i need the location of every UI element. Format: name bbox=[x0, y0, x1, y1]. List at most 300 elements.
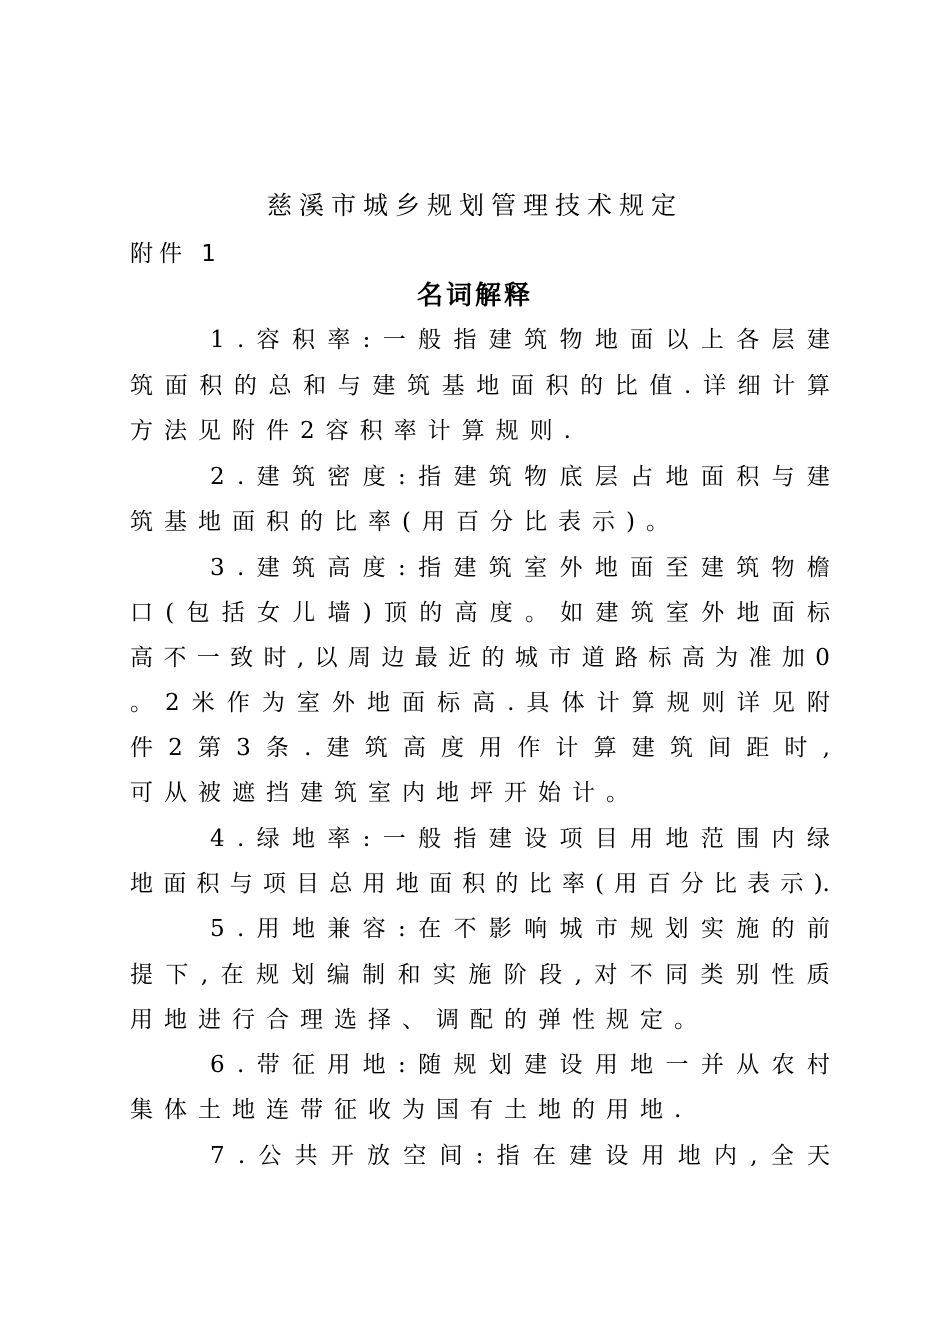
text-glyph: 质 bbox=[806, 962, 830, 988]
body-line bbox=[210, 322, 830, 358]
text-glyph: 划 bbox=[291, 962, 315, 988]
text-glyph: 实 bbox=[432, 962, 456, 988]
text-glyph: 的 bbox=[481, 645, 505, 671]
text-glyph: 用 bbox=[606, 1097, 629, 1123]
text-glyph: ) bbox=[362, 600, 372, 626]
text-glyph: 见 bbox=[771, 690, 795, 716]
text-glyph: 计 bbox=[772, 373, 796, 399]
text-glyph: 调 bbox=[436, 1007, 459, 1033]
text-glyph: 连 bbox=[266, 1097, 289, 1123]
text-glyph: 同 bbox=[665, 962, 689, 988]
text-glyph: 标 bbox=[806, 600, 830, 626]
text-glyph: 用 bbox=[327, 1052, 351, 1078]
text-glyph: 最 bbox=[414, 645, 438, 671]
text-glyph: 件 bbox=[266, 418, 289, 444]
text-glyph: 高 bbox=[402, 735, 426, 761]
body-line bbox=[130, 685, 830, 721]
text-glyph: 项 bbox=[262, 871, 286, 897]
text-glyph: 详 bbox=[736, 690, 760, 716]
text-glyph: 计 bbox=[427, 418, 451, 444]
text-glyph: 百 bbox=[455, 509, 479, 535]
text-glyph: 表 bbox=[557, 509, 581, 535]
text-glyph: , bbox=[822, 735, 830, 761]
text-glyph: 筑 bbox=[488, 464, 512, 490]
text-glyph: 对 bbox=[594, 962, 618, 988]
text-glyph: 一 bbox=[196, 645, 220, 671]
text-glyph: 7 bbox=[210, 1143, 225, 1169]
document-title: 慈溪市城乡规划管理技术规定 bbox=[266, 191, 683, 220]
text-glyph: 地 bbox=[164, 1007, 187, 1033]
text-glyph: 面 bbox=[232, 509, 255, 535]
text-glyph: 积 bbox=[736, 464, 760, 490]
text-glyph: . bbox=[236, 1052, 245, 1078]
text-glyph: 范 bbox=[700, 826, 724, 852]
text-glyph: 和 bbox=[303, 373, 327, 399]
text-glyph: 地 bbox=[665, 826, 689, 852]
text-glyph: 顶 bbox=[383, 600, 407, 626]
text-glyph: . bbox=[236, 826, 245, 852]
text-glyph: 筑 bbox=[291, 464, 315, 490]
body-line bbox=[130, 368, 830, 404]
text-glyph: 米 bbox=[191, 690, 215, 716]
text-glyph: 面 bbox=[771, 600, 795, 626]
text-glyph: 下 bbox=[165, 962, 189, 988]
text-glyph: 的 bbox=[572, 1097, 595, 1123]
text-glyph: 高 bbox=[472, 690, 496, 716]
text-glyph: 算 bbox=[806, 373, 830, 399]
text-glyph: 基 bbox=[164, 509, 187, 535]
text-glyph: 口 bbox=[130, 600, 153, 626]
body-line bbox=[130, 1092, 830, 1128]
text-glyph: 以 bbox=[665, 327, 689, 353]
text-glyph: 层 bbox=[594, 464, 618, 490]
text-glyph: 建 bbox=[524, 1052, 548, 1078]
text-glyph: 建 bbox=[256, 464, 280, 490]
text-glyph: 物 bbox=[559, 327, 583, 353]
text-glyph: 基 bbox=[441, 373, 465, 399]
text-glyph: 地 bbox=[476, 373, 500, 399]
text-glyph: 各 bbox=[736, 327, 760, 353]
text-glyph: 一 bbox=[382, 327, 406, 353]
text-glyph: 规 bbox=[606, 1007, 629, 1033]
text-glyph: 分 bbox=[680, 871, 704, 897]
text-glyph: 用 bbox=[421, 509, 445, 535]
text-glyph: 面 bbox=[700, 464, 724, 490]
text-glyph: 建 bbox=[595, 600, 619, 626]
text-glyph: 标 bbox=[648, 645, 672, 671]
text-glyph: 筑 bbox=[524, 327, 548, 353]
text-glyph: 2 bbox=[165, 690, 180, 716]
text-glyph: 致 bbox=[230, 645, 254, 671]
text-glyph: 筑 bbox=[669, 735, 693, 761]
text-glyph: 空 bbox=[403, 1143, 427, 1169]
text-glyph: 阶 bbox=[503, 962, 527, 988]
text-glyph: 施 bbox=[468, 962, 492, 988]
text-glyph: 体 bbox=[164, 1097, 187, 1123]
text-glyph: 地 bbox=[736, 600, 760, 626]
text-glyph: 筑 bbox=[130, 509, 153, 535]
text-glyph: 筑 bbox=[130, 373, 153, 399]
text-glyph: 般 bbox=[418, 327, 442, 353]
text-glyph: . bbox=[237, 1143, 246, 1169]
text-glyph: 筑 bbox=[488, 555, 512, 581]
text-glyph: ( bbox=[402, 509, 411, 535]
text-glyph: 与 bbox=[337, 373, 361, 399]
text-glyph: 面 bbox=[164, 373, 188, 399]
text-glyph: 挡 bbox=[266, 780, 289, 806]
text-glyph: 至 bbox=[665, 555, 689, 581]
text-glyph: 国 bbox=[436, 1097, 459, 1123]
text-glyph: 儿 bbox=[292, 600, 316, 626]
text-glyph: 积 bbox=[266, 509, 289, 535]
text-glyph: 容 bbox=[325, 418, 349, 444]
text-glyph: 开 bbox=[330, 1143, 354, 1169]
text-glyph: 为 bbox=[261, 690, 285, 716]
text-glyph: 面 bbox=[630, 327, 654, 353]
text-glyph: 上 bbox=[700, 327, 724, 353]
text-glyph: 用 bbox=[130, 1007, 153, 1033]
text-glyph: 绿 bbox=[806, 826, 830, 852]
text-glyph: 率 bbox=[368, 509, 391, 535]
body-line bbox=[130, 640, 830, 676]
text-glyph: . bbox=[236, 327, 245, 353]
text-glyph: . bbox=[236, 916, 245, 942]
text-glyph: 不 bbox=[163, 645, 187, 671]
text-glyph: 不 bbox=[453, 916, 477, 942]
text-glyph: 目 bbox=[594, 826, 618, 852]
text-glyph: : bbox=[398, 1052, 406, 1078]
text-glyph: 具 bbox=[526, 690, 550, 716]
text-glyph: 建 bbox=[569, 1143, 593, 1169]
body-line bbox=[130, 730, 830, 766]
text-glyph: 。 bbox=[524, 600, 548, 626]
text-glyph: 间 bbox=[708, 735, 732, 761]
text-glyph: , bbox=[296, 645, 305, 671]
text-glyph: 编 bbox=[326, 962, 350, 988]
text-glyph: 规 bbox=[453, 1052, 477, 1078]
text-glyph: 地 bbox=[291, 916, 315, 942]
text-glyph: 的 bbox=[580, 373, 604, 399]
text-glyph: 则 bbox=[529, 418, 553, 444]
text-glyph: : bbox=[362, 826, 371, 852]
text-glyph: 筑 bbox=[630, 600, 654, 626]
text-glyph: 般 bbox=[418, 826, 442, 852]
text-glyph: 天 bbox=[806, 1143, 830, 1169]
text-glyph: 建 bbox=[806, 464, 830, 490]
text-glyph: 划 bbox=[488, 1052, 512, 1078]
body-line bbox=[130, 595, 830, 631]
text-glyph: 示 bbox=[780, 871, 804, 897]
text-glyph: 积 bbox=[199, 373, 223, 399]
text-glyph: 度 bbox=[441, 735, 464, 761]
text-glyph: 面 bbox=[510, 373, 534, 399]
text-glyph: 公 bbox=[258, 1143, 282, 1169]
text-glyph: 包 bbox=[186, 600, 210, 626]
text-glyph: 的 bbox=[233, 373, 257, 399]
text-glyph: 内 bbox=[713, 1143, 737, 1169]
text-glyph: 细 bbox=[737, 373, 761, 399]
text-glyph: 作 bbox=[517, 735, 541, 761]
text-glyph: 度 bbox=[362, 555, 386, 581]
text-glyph: : bbox=[398, 555, 406, 581]
text-glyph: 容 bbox=[256, 327, 280, 353]
text-glyph: 建 bbox=[806, 327, 830, 353]
text-glyph: , bbox=[200, 962, 209, 988]
text-glyph: 共 bbox=[294, 1143, 318, 1169]
text-glyph: 土 bbox=[198, 1097, 221, 1123]
body-line bbox=[210, 1138, 830, 1174]
text-glyph: : bbox=[362, 327, 371, 353]
text-glyph: : bbox=[398, 464, 406, 490]
text-glyph: 比 bbox=[523, 509, 547, 535]
text-glyph: 征 bbox=[291, 1052, 315, 1078]
text-glyph: 以 bbox=[314, 645, 338, 671]
text-glyph: 3 bbox=[210, 555, 225, 581]
text-glyph: 地 bbox=[436, 780, 459, 806]
text-glyph: 项 bbox=[559, 826, 583, 852]
text-glyph: 建 bbox=[256, 555, 280, 581]
text-glyph: 作 bbox=[226, 690, 250, 716]
body-line bbox=[130, 957, 830, 993]
text-glyph: 积 bbox=[359, 418, 383, 444]
text-glyph: 围 bbox=[736, 826, 760, 852]
text-glyph: 从 bbox=[736, 1052, 760, 1078]
text-glyph: 5 bbox=[210, 916, 225, 942]
text-glyph: , bbox=[574, 962, 582, 988]
text-glyph: 在 bbox=[532, 1143, 556, 1169]
body-line bbox=[210, 1047, 830, 1083]
text-glyph: 提 bbox=[130, 962, 153, 988]
text-glyph: 室 bbox=[296, 690, 320, 716]
text-glyph: 指 bbox=[418, 464, 442, 490]
text-glyph: 定 bbox=[640, 1007, 663, 1033]
text-glyph: 括 bbox=[221, 600, 245, 626]
text-glyph: 规 bbox=[666, 690, 690, 716]
text-glyph: 建 bbox=[326, 735, 350, 761]
text-glyph: 选 bbox=[334, 1007, 357, 1033]
text-glyph: 分 bbox=[489, 509, 513, 535]
text-glyph: 率 bbox=[561, 871, 585, 897]
text-glyph: 积 bbox=[196, 871, 220, 897]
text-glyph: 示 bbox=[591, 509, 615, 535]
text-glyph: 建 bbox=[453, 555, 477, 581]
text-glyph: 绿 bbox=[256, 826, 280, 852]
text-glyph: 进 bbox=[198, 1007, 221, 1033]
text-glyph: 面 bbox=[428, 871, 452, 897]
text-glyph: 道 bbox=[581, 645, 605, 671]
text-glyph: 市 bbox=[594, 916, 618, 942]
text-glyph: 体 bbox=[561, 690, 585, 716]
text-glyph: 建 bbox=[488, 826, 512, 852]
text-glyph: 的 bbox=[771, 916, 795, 942]
text-glyph: ( bbox=[165, 600, 175, 626]
text-glyph: 用 bbox=[641, 1143, 665, 1169]
text-glyph: 内 bbox=[402, 780, 425, 806]
text-glyph: 计 bbox=[555, 735, 579, 761]
text-glyph: 度 bbox=[362, 464, 386, 490]
text-glyph: 距 bbox=[746, 735, 770, 761]
body-line bbox=[130, 866, 830, 902]
text-glyph: 市 bbox=[548, 645, 572, 671]
text-glyph: 百 bbox=[647, 871, 671, 897]
text-glyph: 用 bbox=[362, 871, 386, 897]
text-glyph: 配 bbox=[470, 1007, 493, 1033]
text-glyph: 则 bbox=[701, 690, 725, 716]
text-glyph: 地 bbox=[677, 1143, 701, 1169]
text-glyph: 的 bbox=[419, 600, 443, 626]
attachment-label: 附件 1 bbox=[130, 241, 222, 267]
text-glyph: 、 bbox=[402, 1007, 425, 1033]
text-glyph: 用 bbox=[479, 735, 503, 761]
text-glyph: 带 bbox=[300, 1097, 323, 1123]
text-glyph: : bbox=[398, 916, 406, 942]
text-glyph: 别 bbox=[735, 962, 759, 988]
text-glyph: . bbox=[507, 690, 515, 716]
text-glyph: 法 bbox=[164, 418, 187, 444]
text-glyph: 指 bbox=[453, 826, 477, 852]
text-glyph: 积 bbox=[545, 373, 569, 399]
text-glyph: 筑 bbox=[334, 780, 357, 806]
text-glyph: 有 bbox=[470, 1097, 493, 1123]
text-glyph: 地 bbox=[198, 509, 221, 535]
text-glyph: 0 bbox=[815, 645, 830, 671]
text-glyph: 比 bbox=[713, 871, 737, 897]
text-glyph: 方 bbox=[130, 418, 153, 444]
text-glyph: 外 bbox=[331, 690, 355, 716]
text-glyph: 制 bbox=[362, 962, 386, 988]
text-glyph: ( bbox=[595, 871, 605, 897]
text-glyph: 详 bbox=[702, 373, 726, 399]
text-glyph: 带 bbox=[256, 1052, 280, 1078]
text-glyph: ). bbox=[813, 871, 830, 897]
text-glyph: ) bbox=[625, 509, 635, 535]
text-glyph: 女 bbox=[256, 600, 280, 626]
text-glyph: 和 bbox=[397, 962, 421, 988]
text-glyph: 室 bbox=[665, 600, 689, 626]
text-glyph: 理 bbox=[300, 1007, 323, 1033]
text-glyph: 地 bbox=[130, 871, 153, 897]
text-glyph: 算 bbox=[461, 418, 485, 444]
text-glyph: 类 bbox=[700, 962, 724, 988]
body-line bbox=[210, 459, 830, 495]
text-glyph: 。 bbox=[606, 780, 629, 806]
text-glyph: 底 bbox=[559, 464, 583, 490]
text-glyph: 筑 bbox=[364, 735, 388, 761]
text-glyph: 比 bbox=[334, 509, 357, 535]
text-glyph: 地 bbox=[630, 1052, 654, 1078]
text-glyph: 择 bbox=[368, 1007, 391, 1033]
text-glyph: 占 bbox=[630, 464, 654, 490]
text-glyph: 为 bbox=[715, 645, 739, 671]
text-glyph: 积 bbox=[462, 871, 486, 897]
text-glyph: 高 bbox=[327, 555, 351, 581]
text-glyph: 指 bbox=[418, 555, 442, 581]
text-glyph: . bbox=[236, 555, 245, 581]
text-glyph: 周 bbox=[347, 645, 371, 671]
text-glyph: 如 bbox=[560, 600, 584, 626]
text-glyph: 3 bbox=[236, 735, 251, 761]
text-glyph: 件 bbox=[130, 735, 153, 761]
text-glyph: 建 bbox=[372, 373, 396, 399]
text-glyph: 地 bbox=[366, 690, 390, 716]
text-glyph: 路 bbox=[614, 645, 638, 671]
text-glyph: 外 bbox=[701, 600, 725, 626]
text-glyph: 随 bbox=[418, 1052, 442, 1078]
text-glyph: 段 bbox=[539, 962, 563, 988]
text-glyph: 比 bbox=[614, 373, 638, 399]
section-heading: 名词解释 bbox=[416, 281, 533, 311]
text-glyph: 檐 bbox=[806, 555, 830, 581]
text-glyph: 一 bbox=[665, 1052, 689, 1078]
text-glyph: 用 bbox=[614, 871, 638, 897]
text-glyph: 比 bbox=[528, 871, 552, 897]
text-glyph: 间 bbox=[439, 1143, 463, 1169]
text-glyph: 附 bbox=[232, 418, 255, 444]
text-glyph: 实 bbox=[700, 916, 724, 942]
body-line bbox=[130, 775, 830, 811]
text-glyph: 高 bbox=[130, 645, 153, 671]
text-glyph: 准 bbox=[748, 645, 772, 671]
text-glyph: 划 bbox=[665, 916, 689, 942]
text-glyph: 与 bbox=[229, 871, 253, 897]
text-glyph: 设 bbox=[559, 1052, 583, 1078]
text-glyph: . bbox=[674, 1097, 682, 1123]
text-glyph: 弹 bbox=[538, 1007, 561, 1033]
text-glyph: . bbox=[304, 735, 312, 761]
text-glyph: 外 bbox=[559, 555, 583, 581]
text-glyph: 设 bbox=[605, 1143, 629, 1169]
text-glyph: 目 bbox=[296, 871, 320, 897]
body-line bbox=[130, 504, 830, 540]
text-glyph: 建 bbox=[488, 327, 512, 353]
text-glyph: 附 bbox=[806, 690, 830, 716]
text-glyph: 标 bbox=[437, 690, 461, 716]
text-glyph: 全 bbox=[770, 1143, 794, 1169]
text-glyph: 面 bbox=[402, 690, 426, 716]
text-glyph: 地 bbox=[594, 555, 618, 581]
text-glyph: 室 bbox=[524, 555, 548, 581]
text-glyph: 2 bbox=[300, 418, 315, 444]
text-glyph: 筑 bbox=[407, 373, 430, 399]
text-glyph: 建 bbox=[700, 555, 724, 581]
text-glyph: 农 bbox=[771, 1052, 795, 1078]
body-line bbox=[130, 1002, 830, 1038]
text-glyph: 率 bbox=[327, 327, 351, 353]
text-glyph: 施 bbox=[736, 916, 760, 942]
text-glyph: 收 bbox=[368, 1097, 391, 1123]
body-line bbox=[210, 821, 830, 857]
text-glyph: 计 bbox=[596, 690, 620, 716]
text-glyph: 地 bbox=[291, 826, 315, 852]
text-glyph: 边 bbox=[381, 645, 405, 671]
text-glyph: 不 bbox=[629, 962, 653, 988]
text-glyph: 层 bbox=[771, 327, 795, 353]
text-glyph: : bbox=[475, 1143, 484, 1169]
text-glyph: 4 bbox=[210, 826, 225, 852]
text-glyph: 指 bbox=[453, 327, 477, 353]
text-glyph: 合 bbox=[266, 1007, 289, 1033]
text-glyph: 为 bbox=[402, 1097, 425, 1123]
text-glyph: 征 bbox=[334, 1097, 357, 1123]
text-glyph: 积 bbox=[291, 327, 315, 353]
text-glyph: 时 bbox=[263, 645, 287, 671]
text-glyph: . bbox=[684, 373, 692, 399]
text-glyph: 的 bbox=[495, 871, 519, 897]
text-glyph: 村 bbox=[806, 1052, 830, 1078]
text-glyph: 。 bbox=[645, 509, 669, 535]
text-glyph: 物 bbox=[524, 464, 548, 490]
text-glyph: 可 bbox=[130, 780, 153, 806]
